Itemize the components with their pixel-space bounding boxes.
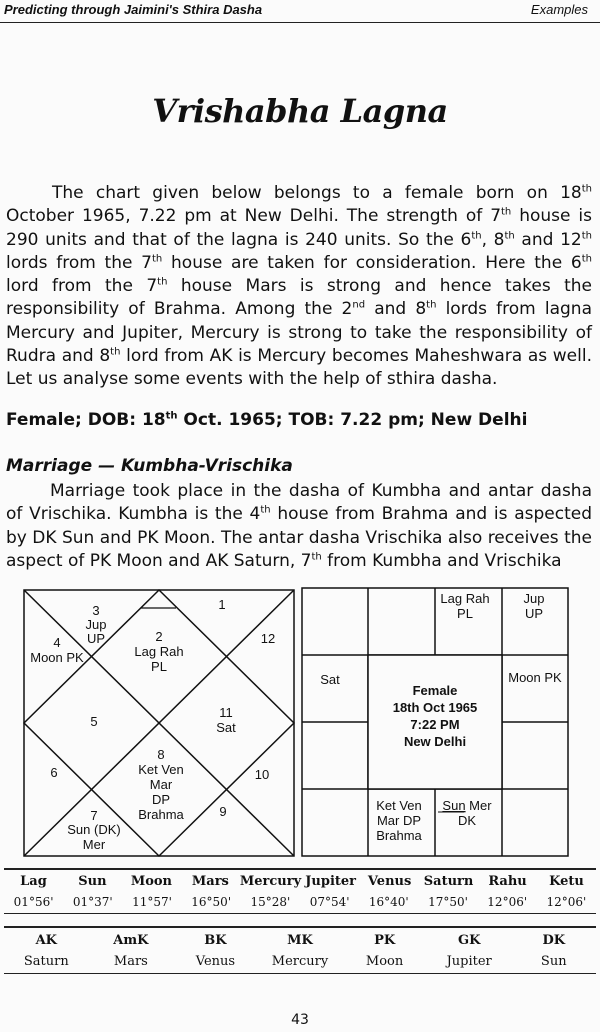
karaka-pk: PK (374, 933, 396, 948)
karaka-gk-value: Jupiter (446, 954, 492, 969)
house-6-number: 6 (50, 765, 58, 780)
value-lag: 01°56' (13, 895, 54, 909)
house-7-planets: Sun (DK) (67, 822, 121, 837)
value-saturn: 17°50' (428, 895, 468, 909)
libra-planets (442, 798, 492, 813)
header-jupiter: Jupiter (305, 874, 357, 889)
libra-mer: Mer (465, 798, 492, 813)
table-top-rule (4, 868, 596, 870)
chart-center-date: 18th Oct 1965 (392, 700, 478, 715)
house-8-planets-2: Mar (149, 777, 173, 792)
header-saturn: Saturn (423, 874, 474, 889)
house-10-number: 10 (254, 767, 270, 782)
house-4-number: 4 (53, 635, 61, 650)
karaka-dk: DK (542, 933, 566, 948)
house-2-planets: Lag Rah (134, 644, 184, 659)
header-sun: Sun (78, 874, 107, 889)
house-3-planets: Jup (85, 617, 107, 632)
value-jupiter: 07°54' (309, 895, 350, 909)
header-lag: Lag (20, 874, 47, 889)
karaka-bottom-rule (4, 973, 596, 974)
running-header-title: Predicting through Jaimini's Sthira Dasha (4, 2, 263, 17)
aries-planets: Lag Rah (440, 591, 490, 606)
libra-sun: Sun (442, 798, 466, 813)
karaka-mk: MK (287, 933, 313, 948)
karaka-ak: AK (35, 933, 57, 948)
marriage-paragraph: Marriage took place in the dasha of Kumbha and antar dasha of Vrischika. Kumbha is the 4th house from Brahma and is aspected by DK Sun and PK Moon. The antar dasha Vrischika also receives the aspect of PK Moon and AK Saturn, 7th from Kumbha and Vrischika (6, 481, 592, 571)
karaka-dk-value: Sun (540, 954, 567, 969)
house-8-planets: Ket Ven (138, 762, 184, 777)
karaka-amk-value: Mars (113, 954, 148, 969)
house-2-planets-2: PL (151, 659, 167, 674)
karaka-table (4, 926, 596, 974)
value-venus: 16°40' (368, 895, 409, 909)
value-sun: 01°37' (72, 895, 113, 909)
house-12-number: 12 (260, 631, 276, 646)
scorpio-planets-3: Brahma (376, 828, 422, 843)
value-mars: 16°50' (191, 895, 232, 909)
chart-center-name: Female (412, 683, 458, 698)
house-5-number: 5 (90, 714, 98, 729)
value-rahu: 12°06' (487, 895, 528, 909)
karaka-gk: GK (457, 933, 481, 948)
value-mercury: 15°28' (250, 895, 291, 909)
karaka-value-row (4, 954, 596, 969)
house-8-planets-3: DP (151, 792, 171, 807)
aries-planets-2: PL (457, 606, 473, 621)
value-ketu: 12°06' (546, 895, 587, 909)
value-moon: 11°57' (132, 895, 172, 909)
house-7-planets-2: Mer (82, 837, 106, 852)
chart-center-place: New Delhi (403, 734, 467, 749)
intro-paragraph: The chart given below belongs to a female born on 18th October 1965, 7.22 pm at New Delhi. The strength of 7th house is 290 units and that of the lagna is 240 units. So the 6th, 8th and 12th lords from the 7th house are taken for consideration. Here the 6th lord from the 7th house Mars is strong and hence takes the responsibility of Brahma. Among the 2nd and 8th lords from lagna Mercury and Jupiter, Mercury is strong to take the responsibility of Rudra and 8th lord from AK is Mercury becomes Maheshwara as well. Let us analyse some events with the help of sthira dasha. (6, 183, 593, 390)
karaka-pk-value: Moon (365, 954, 404, 969)
page-number: 43 (291, 1012, 309, 1028)
gemini-planets: Moon PK (508, 670, 562, 685)
house-8-number: 8 (157, 747, 165, 762)
taurus-planets: Jup (523, 591, 545, 606)
house-2-number: 2 (155, 629, 163, 644)
header-mars: Mars (191, 874, 229, 889)
scorpio-planets-2: Mar DP (376, 813, 422, 828)
taurus-planets-2: UP (524, 606, 544, 621)
header-venus: Venus (367, 874, 412, 889)
karaka-bk: BK (204, 933, 227, 948)
house-11-number: 11 (219, 705, 233, 720)
karaka-top-rule (4, 926, 596, 928)
house-3-planets-2: UP (86, 631, 106, 646)
libra-planets-2: DK (457, 813, 477, 828)
karaka-header-row (4, 933, 596, 948)
house-8-planets-4: Brahma (138, 807, 184, 822)
scorpio-planets: Ket Ven (376, 798, 422, 813)
table-bottom-rule (4, 913, 596, 914)
karaka-ak-value: Saturn (23, 954, 69, 969)
karaka-amk: AmK (113, 933, 149, 948)
house-4-planets: Moon PK (30, 650, 84, 665)
header-moon: Moon (130, 874, 173, 889)
birth-details: Female; DOB: 18th Oct. 1965; TOB: 7.22 pm; New Delhi (6, 410, 528, 430)
table-value-row (4, 895, 596, 909)
house-1-number: 1 (218, 597, 226, 612)
header-ketu: Ketu (549, 874, 584, 889)
page-title: Vrishabha Lagna (152, 92, 448, 130)
house-7-number: 7 (90, 808, 98, 823)
running-header-section: Examples (530, 2, 588, 17)
table-header-row (4, 874, 596, 889)
header-rahu: Rahu (488, 874, 527, 889)
house-11-planets: Sat (216, 720, 236, 735)
header-mercury: Mercury (239, 874, 302, 889)
chart-center-time: 7:22 PM (410, 717, 460, 732)
section-heading: Marriage — Kumbha-Vrischika (6, 456, 293, 476)
house-9-number: 9 (219, 804, 227, 819)
karaka-mk-value: Mercury (271, 954, 329, 969)
karaka-bk-value: Venus (195, 954, 236, 969)
planet-longitude-table (4, 868, 596, 914)
aquarius-planets: Sat (320, 672, 340, 687)
house-3-number: 3 (92, 603, 100, 618)
